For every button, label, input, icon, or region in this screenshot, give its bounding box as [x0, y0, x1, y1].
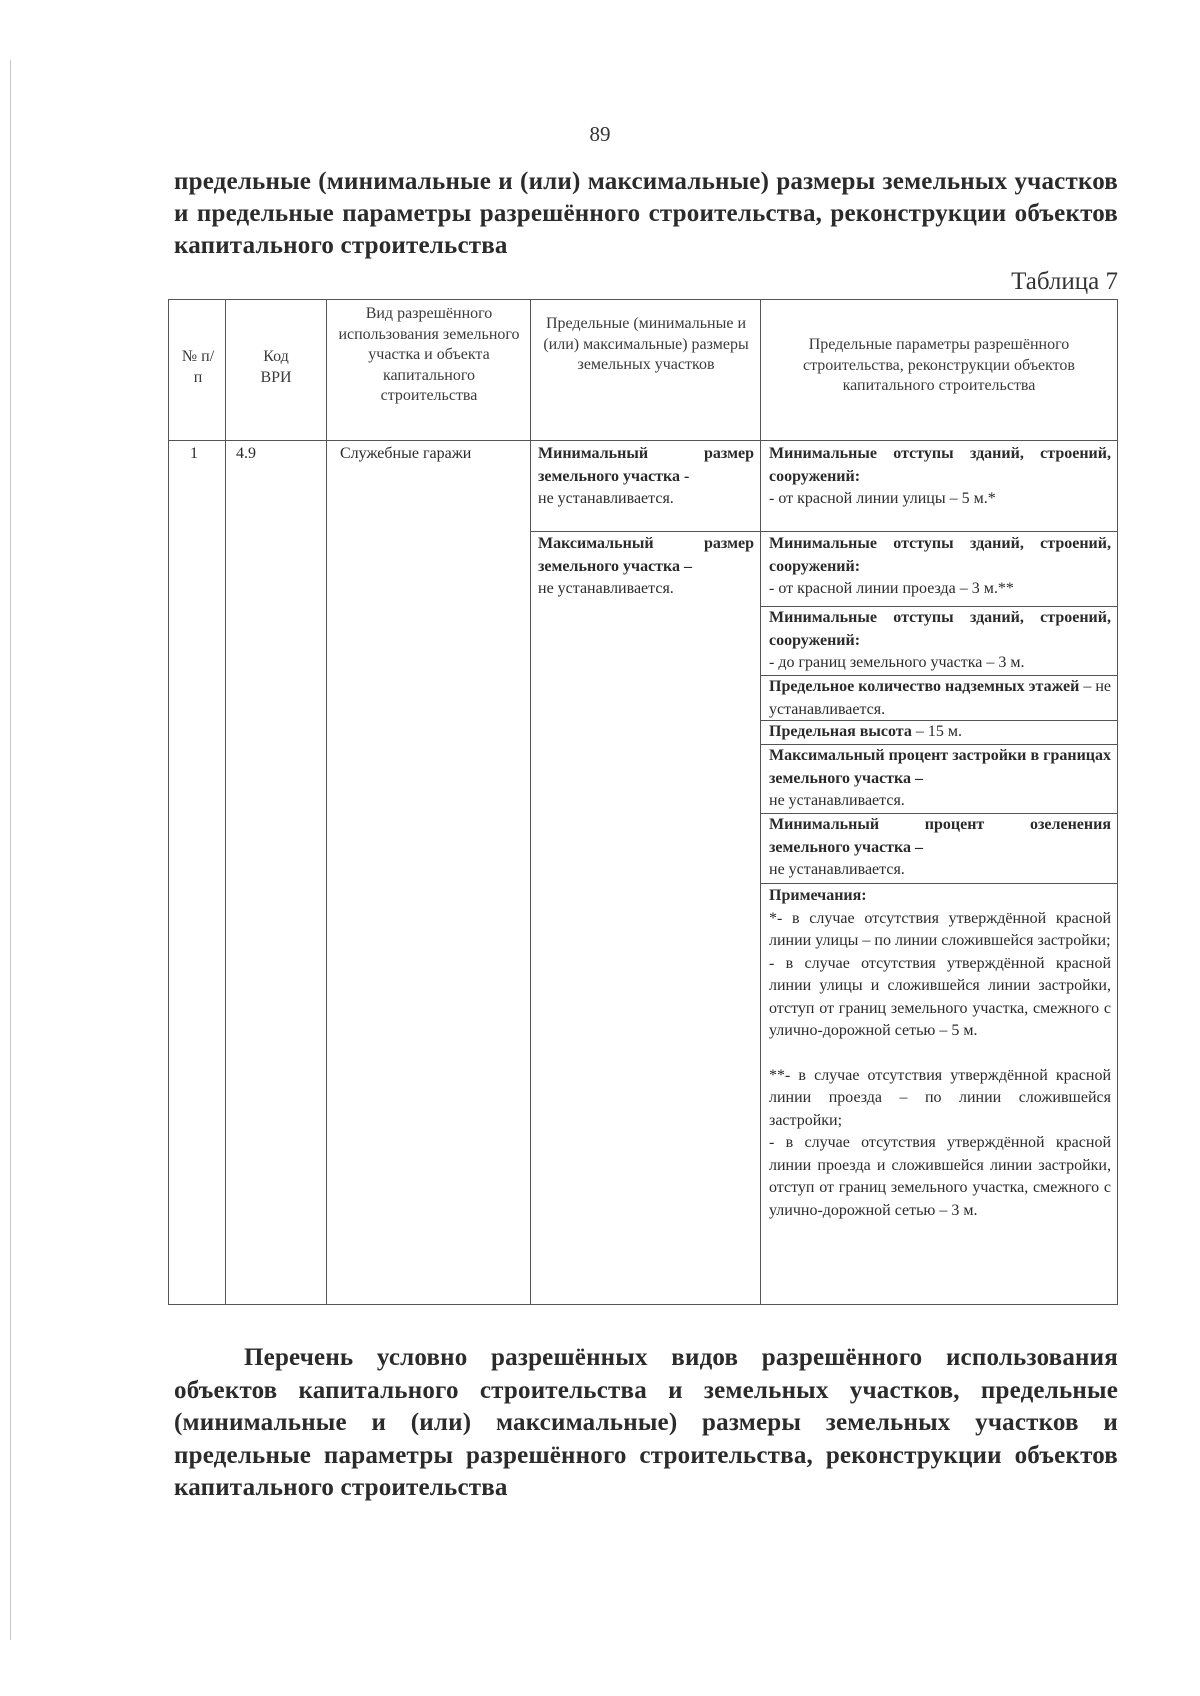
- table-header-bottom: [168, 440, 1118, 441]
- param-setback-passage-title: Минимальные отступы зданий, строений, сооружений:: [769, 535, 1111, 575]
- regulations-table: [168, 299, 1118, 1305]
- scan-edge: [10, 60, 11, 1640]
- page-number: 89: [589, 122, 611, 146]
- note-item: *- в случае отсутствия утверждённой красной линии улицы – по линии сложившейся застройки;: [769, 909, 1111, 949]
- row-code: 4.9: [236, 445, 256, 462]
- header-code: Код ВРИ: [260, 348, 292, 386]
- row-num: 1: [190, 445, 198, 462]
- param-green-percent: [769, 814, 1111, 882]
- note-item: **- в случае отсутствия утверждённой красной линии проезда – по линии сложившейся застройки;: [769, 1066, 1111, 1129]
- table-border-left: [168, 299, 169, 1305]
- notes-spacer: [769, 1043, 1111, 1065]
- table-border-right: [1117, 299, 1118, 1305]
- row-kind: Служебные гаражи: [340, 445, 472, 462]
- table-divider-kind: [530, 299, 531, 1305]
- size-max-value: не устанавливается.: [538, 580, 674, 597]
- heading-bottom: Перечень условно разрешённых видов разрешённого использования объектов капитального строительства и земельных участков, предельные (минимальные и (или) максимальные) размеры земельных участков и предельные параметры разрешённого строительства, реконструкции объектов капитального строительства: [174, 1344, 1118, 1501]
- params-divider-6: [760, 883, 1118, 884]
- sizes-divider: [530, 531, 1118, 532]
- param-setback-street-value: - от красной линии улицы – 5 м.*: [769, 490, 996, 507]
- size-min-value: не устанавливается.: [538, 490, 674, 507]
- param-setback-passage-value: - от красной линии проезда – 3 м.**: [769, 580, 1014, 597]
- size-min-title: Минимальный размер земельного участка -: [538, 445, 754, 485]
- header-kind: Вид разрешённого использования земельного участка и объекта капитального строительства: [338, 305, 520, 404]
- size-min: [538, 443, 754, 511]
- table-divider-num: [225, 299, 226, 1305]
- note-item: - в случае отсутствия утверждённой красной линии улицы и сложившейся линии застройки, отступ от границ земельного участка, смежного с улично-дорожной сетью – 5 м.: [769, 954, 1111, 1039]
- table-caption: Таблица 7: [1011, 268, 1118, 295]
- param-built-percent-title: Максимальный процент застройки в границах земельного участка –: [769, 747, 1111, 787]
- param-height: [769, 721, 1111, 744]
- param-built-percent-value: не устанавливается.: [769, 792, 905, 809]
- param-floors-value: – не устанавливается.: [769, 678, 1111, 718]
- size-max-title: Максимальный размер земельного участка –: [538, 535, 754, 575]
- heading-top: предельные (минимальные и (или) максимальные) размеры земельных участков и предельные параметры разрешённого строительства, реконструкции объектов капитального строительства: [174, 168, 1118, 259]
- param-setback-boundary-title: Минимальные отступы зданий, строений, сооружений:: [769, 609, 1111, 649]
- table-divider-sizes: [760, 299, 761, 1305]
- note-item: - в случае отсутствия утверждённой красной линии проезда и сложившейся линии застройки, отступ от границ земельного участка, смежного с улично-дорожной сетью – 3 м.: [769, 1134, 1111, 1219]
- param-setback-street-title: Минимальные отступы зданий, строений, сооружений:: [769, 445, 1111, 485]
- param-setback-passage: [769, 533, 1111, 601]
- table-divider-code: [326, 299, 327, 1305]
- header-sizes: Предельные (минимальные и (или) максимальные) размеры земельных участков: [543, 315, 749, 373]
- notes: [769, 885, 1111, 1222]
- param-height-value: – 15 м.: [911, 723, 962, 740]
- param-green-percent-value: не устанавливается.: [769, 861, 905, 878]
- table-border-bottom: [168, 1304, 1118, 1305]
- table-border-top: [168, 299, 1118, 300]
- header-num: № п/п: [181, 348, 215, 386]
- param-setback-boundary-value: - до границ земельного участка – 3 м.: [769, 654, 1025, 671]
- header-params: Предельные параметры разрешённого строительства, реконструкции объектов капитального строительства: [803, 336, 1075, 394]
- param-floors: [769, 676, 1111, 721]
- param-floors-title: Предельное количество надземных этажей: [769, 678, 1080, 695]
- param-built-percent: [769, 745, 1111, 813]
- param-green-percent-title: Минимальный процент озеленения земельного участка –: [769, 816, 1111, 856]
- notes-title: Примечания:: [769, 887, 867, 904]
- size-max: [538, 533, 754, 601]
- param-height-title: Предельная высота: [769, 723, 912, 740]
- param-setback-street: [769, 443, 1111, 511]
- param-setback-boundary: [769, 607, 1111, 675]
